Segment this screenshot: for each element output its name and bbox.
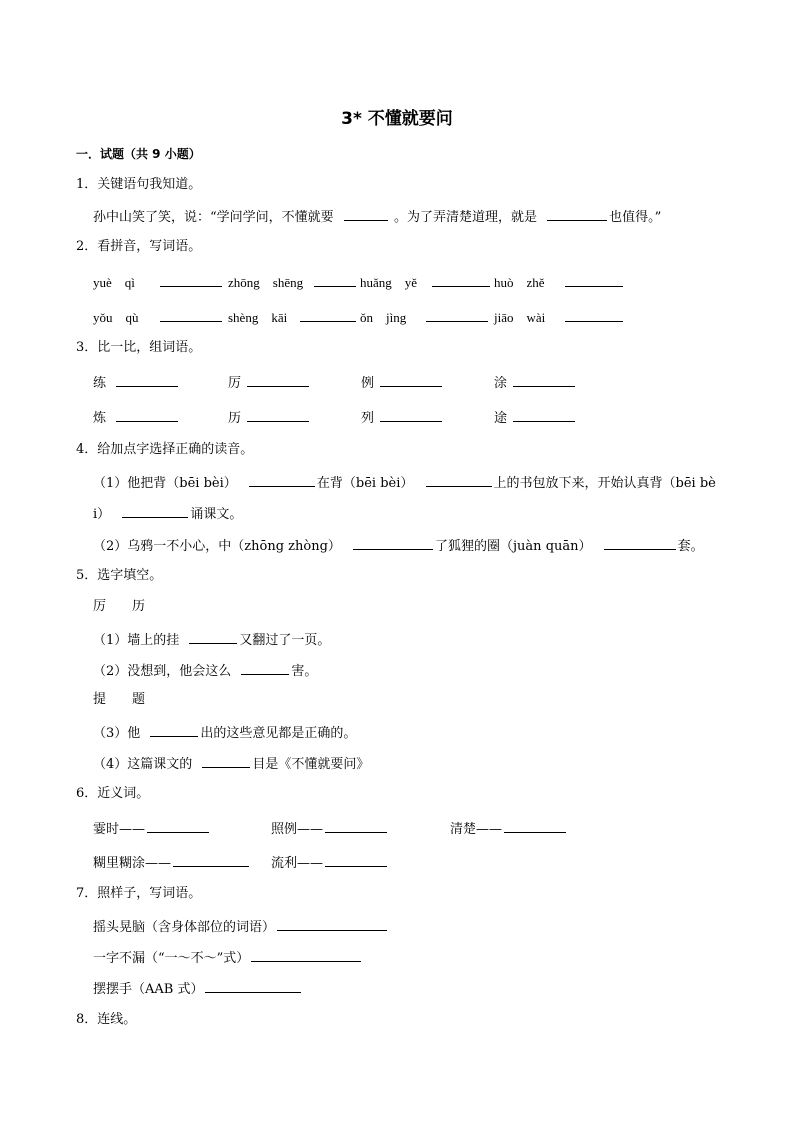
q1-blank-2[interactable] [547, 206, 607, 221]
q7-prompt-1: 摇头晃脑（含身体部位的词语） [93, 920, 276, 935]
question-1-label: 1．关键语句我知道。 [76, 177, 202, 192]
synonym-1: 霎时—— [93, 822, 146, 837]
compare-char-5: 炼 [93, 411, 107, 426]
pinyin-blank-2[interactable] [314, 272, 356, 287]
synonym-3: 清楚—— [450, 822, 503, 837]
compare-blank-1[interactable] [116, 372, 178, 387]
q5-char-pair-1: 厉 历 [93, 599, 146, 614]
pinyin-blank-3[interactable] [432, 272, 490, 287]
compare-blank-8[interactable] [513, 407, 575, 422]
pinyin-1: yuè qì [93, 275, 135, 290]
q4-blank-4[interactable] [353, 535, 433, 550]
q5-text-6: 出的这些意见都是正确的。 [200, 726, 357, 741]
compare-blank-7[interactable] [380, 407, 442, 422]
question-5-label: 5．选字填空。 [76, 568, 163, 583]
compare-blank-4[interactable] [513, 372, 575, 387]
compare-char-3: 例 [361, 376, 375, 391]
q4-text-2: 在背（bēi bèi） [316, 476, 414, 491]
synonym-4: 糊里糊涂—— [93, 856, 172, 871]
q5-blank-3[interactable] [150, 722, 198, 737]
q4-blank-3[interactable] [122, 503, 188, 518]
q5-text-8: 目是《不懂就要问》 [252, 757, 370, 772]
q4-blank-1[interactable] [249, 472, 315, 487]
q5-text-1: （1）墙上的挂 [93, 633, 180, 648]
question-7-label: 7．照样子，写词语。 [76, 886, 202, 901]
q5-blank-2[interactable] [241, 660, 289, 675]
compare-blank-2[interactable] [247, 372, 309, 387]
pinyin-3: huǎng yě [360, 275, 418, 290]
pinyin-4: huò zhě [494, 275, 545, 290]
q4-text-8: 套。 [677, 539, 704, 554]
compare-char-7: 列 [361, 411, 375, 426]
q4-text-6: （2）乌鸦一不小心，中（zhōng zhòng） [93, 539, 341, 554]
compare-char-4: 涂 [494, 376, 508, 391]
q4-text-4: i） [93, 507, 111, 522]
q4-sentence-1-cont [93, 503, 242, 524]
compare-char-8: 途 [494, 411, 508, 426]
q4-blank-5[interactable] [604, 535, 676, 550]
q5-sentence-3 [93, 722, 356, 743]
q5-text-7: （4）这篇课文的 [93, 757, 193, 772]
q5-text-5: （3）他 [93, 726, 141, 741]
pinyin-blank-4[interactable] [565, 272, 623, 287]
q4-text-3: 上的书包放下来，开始认真背（bēi bè [493, 476, 716, 491]
q5-sentence-1 [93, 629, 330, 650]
q7-blank-1[interactable] [277, 916, 387, 931]
section-heading: 一．试题（共 9 小题） [76, 147, 201, 161]
q5-text-4: 害。 [291, 664, 318, 679]
compare-char-2: 厉 [228, 376, 242, 391]
q7-blank-2[interactable] [251, 947, 361, 962]
q1-text-1: 孙中山笑了笑，说：“学问学问，不懂就要 [93, 210, 334, 225]
page-title: 3* 不懂就要问 [341, 109, 453, 129]
pinyin-blank-6[interactable] [300, 307, 356, 322]
synonym-blank-5[interactable] [325, 852, 387, 867]
compare-char-6: 历 [228, 411, 242, 426]
synonym-blank-1[interactable] [147, 818, 209, 833]
question-2-label: 2．看拼音，写词语。 [76, 239, 202, 254]
q7-blank-3[interactable] [205, 978, 301, 993]
q4-text-1: （1）他把背（bēi bèi） [93, 476, 237, 491]
q4-blank-2[interactable] [426, 472, 492, 487]
synonym-5: 流利—— [271, 856, 324, 871]
compare-blank-5[interactable] [116, 407, 178, 422]
synonym-blank-3[interactable] [504, 818, 566, 833]
pinyin-blank-1[interactable] [160, 272, 222, 287]
compare-blank-3[interactable] [380, 372, 442, 387]
q4-text-5: 诵课文。 [190, 507, 243, 522]
q5-text-2: 又翻过了一页。 [239, 633, 331, 648]
question-4-label: 4．给加点字选择正确的读音。 [76, 442, 254, 457]
compare-blank-6[interactable] [247, 407, 309, 422]
question-3-label: 3．比一比，组词语。 [76, 340, 202, 355]
q1-blank-1[interactable] [344, 206, 388, 221]
q7-prompt-3: 摆摆手（AAB 式） [93, 982, 204, 997]
q5-blank-4[interactable] [202, 753, 250, 768]
pinyin-2: zhōng shēng [228, 275, 304, 290]
q4-sentence-1 [93, 472, 716, 493]
synonym-2: 照例—— [271, 822, 324, 837]
question-8-label: 8．连线。 [76, 1012, 137, 1027]
question-6-label: 6．近义词。 [76, 786, 150, 801]
pinyin-blank-7[interactable] [426, 307, 488, 322]
pinyin-blank-8[interactable] [565, 307, 623, 322]
q5-char-pair-2: 提 题 [93, 692, 146, 707]
q7-prompt-2: 一字不漏（“一～不～”式） [93, 951, 250, 966]
pinyin-5: yǒu qù [93, 310, 139, 325]
synonym-blank-4[interactable] [173, 852, 249, 867]
q5-sentence-2 [93, 660, 317, 681]
pinyin-6: shèng kāi [228, 310, 288, 325]
compare-char-1: 练 [93, 376, 107, 391]
pinyin-8: jiāo wài [494, 310, 546, 325]
q5-text-3: （2）没想到，他会这么 [93, 664, 232, 679]
synonym-blank-2[interactable] [325, 818, 387, 833]
pinyin-blank-5[interactable] [160, 307, 222, 322]
q4-sentence-2 [93, 535, 704, 556]
q1-text-3: 也值得。” [609, 210, 662, 225]
q1-text-2: 。为了弄清楚道理，就是 [393, 210, 537, 225]
question-1-sentence [93, 206, 661, 227]
q5-sentence-4 [93, 753, 369, 774]
q4-text-7: 了狐狸的圈（juàn quān） [435, 539, 592, 554]
q5-blank-1[interactable] [189, 629, 237, 644]
pinyin-7: ǒn jìng [360, 310, 407, 325]
